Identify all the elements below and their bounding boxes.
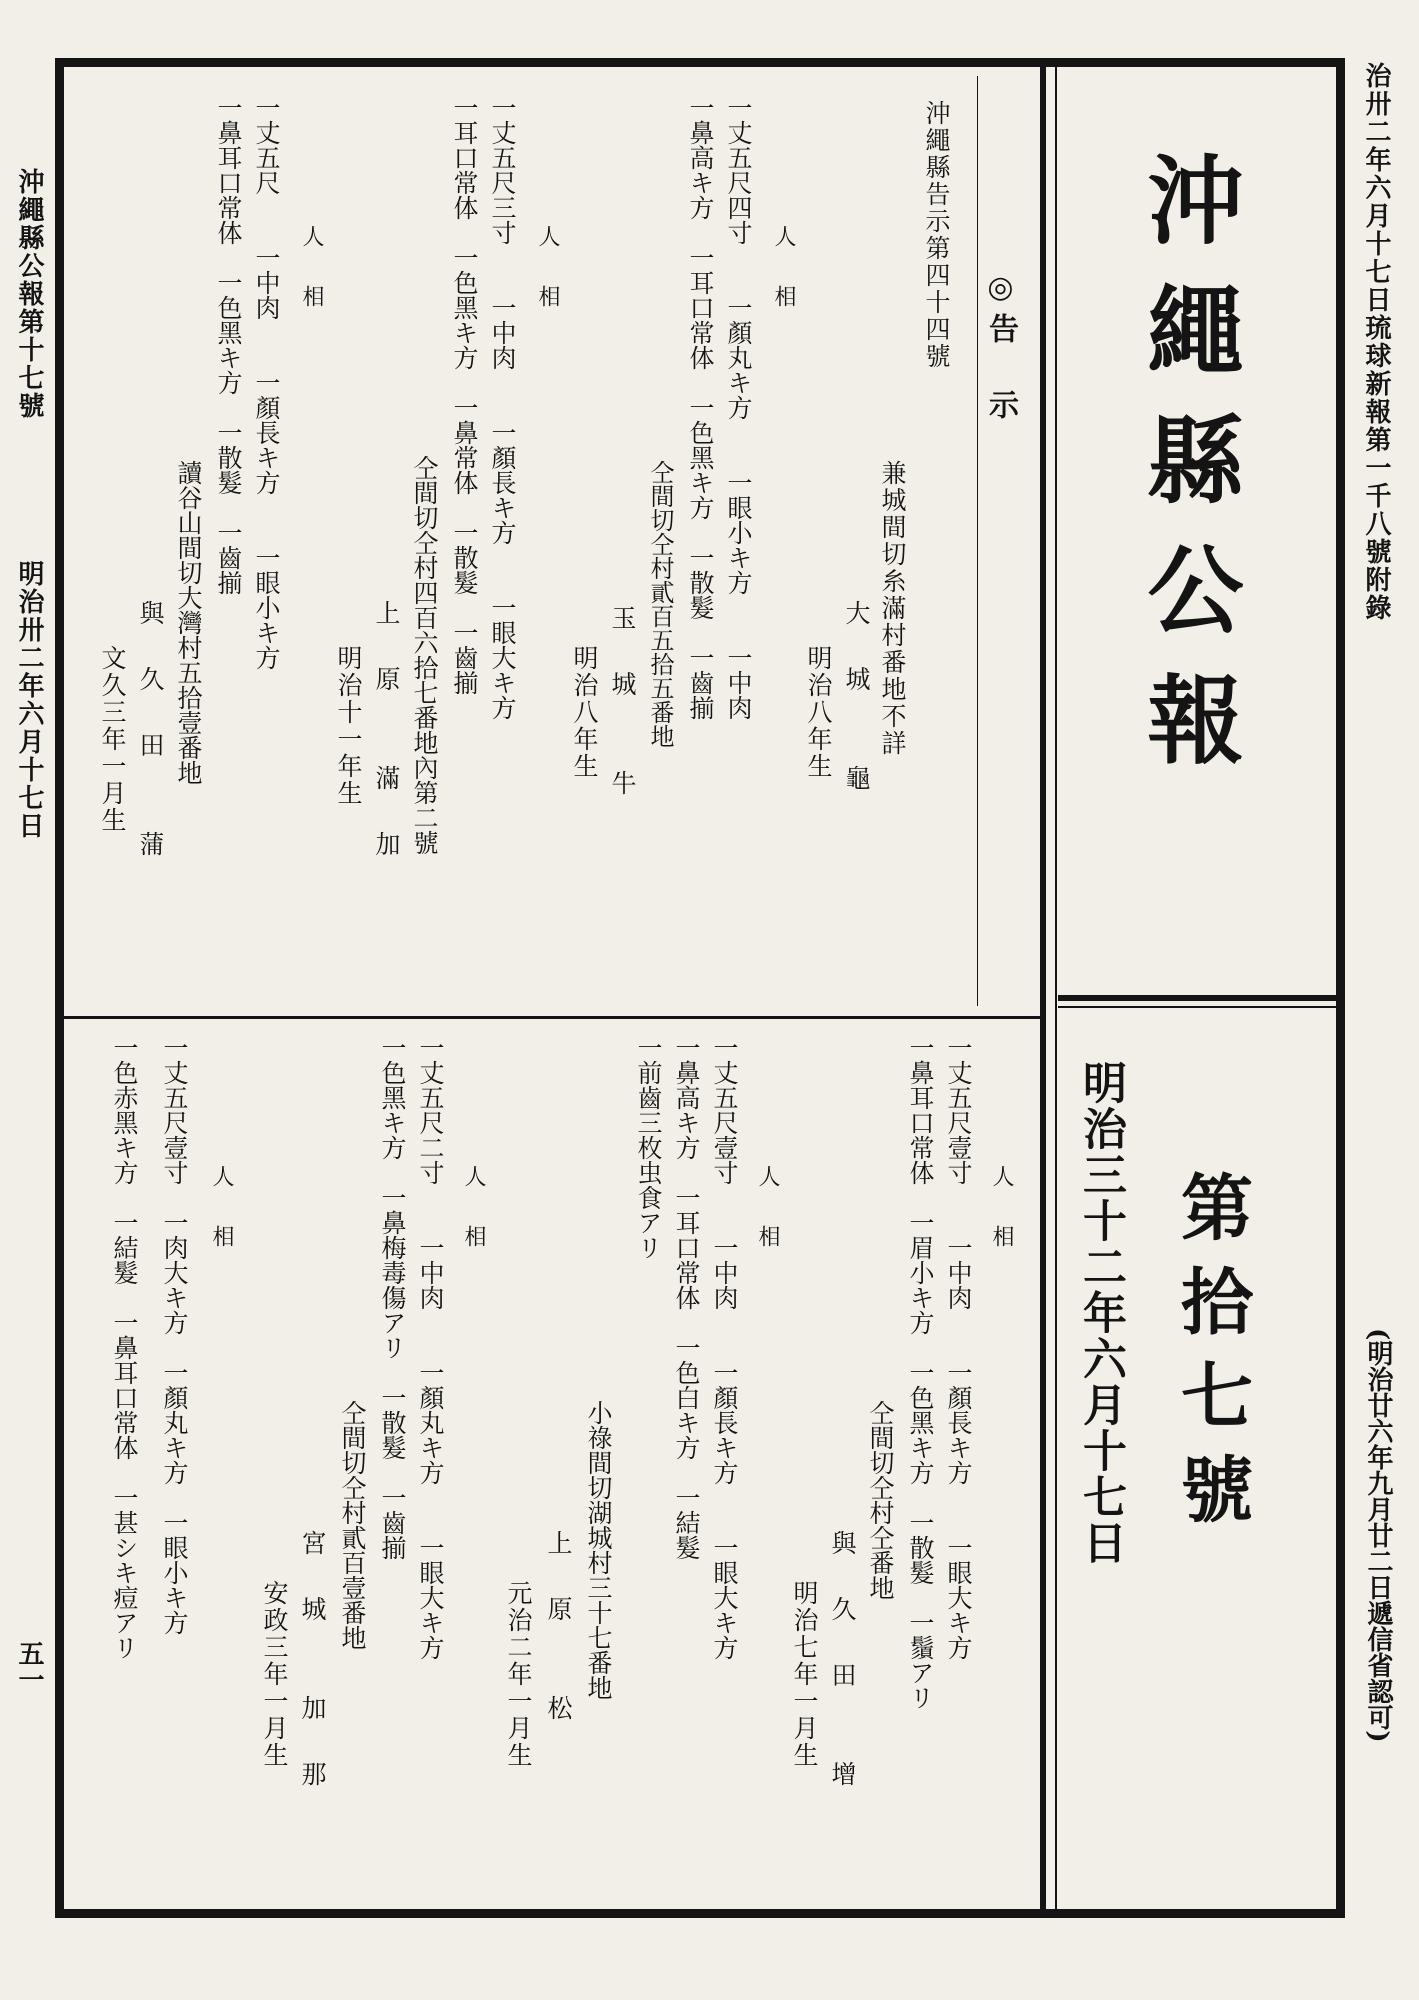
entry1-name: 大 城 龜: [842, 600, 871, 798]
entry2-name: 玉 城 牛: [608, 605, 637, 803]
entry4-traits-a: 一丈五尺 一中肉 一顏長キ方 一眼小キ方: [252, 95, 281, 670]
lower3-address: 仝間切仝村貳百壹番地: [338, 1400, 367, 1650]
entry4-birth: 文久三年一月生: [98, 645, 127, 834]
masthead-divider: [1040, 58, 1046, 1918]
issue-number: 第拾七號: [1169, 1170, 1254, 1546]
lower3-traits-b: 一色黑キ方 一鼻梅毒傷アリ 一散髮 一齒揃: [378, 1035, 407, 1560]
running-date: 明治卅二年六月十七日: [14, 560, 44, 840]
entry3-traits-a: 一丈五尺三寸 一中肉 一顏長キ方 一眼大キ方: [488, 95, 517, 720]
lower1-birth: 明治七年一月生: [790, 1580, 819, 1769]
entry1-traits-b: 一鼻高キ方 一耳口常体 一色黑キ方 一散髮 一齒揃: [686, 95, 715, 720]
notice-header: ◎告 示: [983, 270, 1018, 427]
postal-approval: (明治廿六年九月廿二日遞信省認可): [1363, 1328, 1393, 1743]
entry2-address: 仝間切仝村貳百五拾五番地: [646, 460, 674, 748]
lower3-ninso: 人 相: [461, 1165, 486, 1255]
entry4-name: 與 久 田 蒲: [136, 600, 165, 864]
entry3-name: 上 原 滿 加: [372, 600, 401, 864]
notice-number: 沖繩縣告示第四十四號: [922, 100, 951, 370]
entry1-birth: 明治八年生: [804, 645, 833, 780]
lower4-traits-b: 一色赤黑キ方 一結髮 一鼻耳口常体 一甚シキ痘アリ: [110, 1035, 139, 1660]
masthead-separator: [1058, 995, 1338, 1001]
lower1-ninso: 人 相: [989, 1165, 1014, 1255]
section-divider: [64, 1016, 1040, 1019]
lower2-name: 上 原 松: [544, 1530, 573, 1728]
lower3-birth: 安政三年一月生: [260, 1580, 289, 1769]
lower2-ninso: 人 相: [755, 1165, 780, 1255]
lower2-address: 小祿間切湖城村三十七番地: [584, 1400, 613, 1700]
lower1-traits-b: 一鼻耳口常体 一眉小キ方 一色黑キ方 一散髮 一鬚アリ: [906, 1035, 935, 1710]
entry3-address: 仝間切仝村四百六拾七番地內第二號: [410, 455, 439, 855]
lower3-name: 宮 城 加 那: [298, 1530, 327, 1794]
issue-date: 明治三十二年六月十七日: [1075, 1060, 1126, 1566]
lower1-name: 與 久 田 增: [828, 1530, 857, 1794]
notice-rule: [977, 76, 978, 1006]
entry3-traits-b: 一耳口常体 一色黑キ方 一鼻常体 一散髮 一齒揃: [450, 95, 479, 695]
lower4-ninso: 人 相: [209, 1165, 234, 1255]
page-number: 五一: [14, 1640, 44, 1692]
running-title: 沖繩縣公報第十七號: [14, 168, 44, 420]
lower2-traits-b: 一鼻高キ方 一耳口常体 一色白キ方 一結髮: [672, 1035, 701, 1560]
lower3-traits-a: 一丈五尺二寸 一中肉 一顏丸キ方 一眼大キ方: [416, 1035, 445, 1660]
entry1-ninso: 人 相: [771, 225, 796, 315]
lower2-traits-c: 一前齒三枚虫食アリ: [634, 1035, 663, 1260]
entry3-birth: 明治十一年生: [334, 645, 363, 807]
lower2-birth: 元治二年一月生: [504, 1580, 533, 1769]
entry4-traits-b: 一鼻耳口常体 一色黑キ方 一散髮 一齒揃: [214, 95, 243, 595]
entry4-address: 讀谷山間切大灣村五拾壹番地: [174, 460, 203, 785]
lower1-address: 仝間切仝村仝番地: [866, 1400, 895, 1600]
masthead-separator-thin: [1058, 1006, 1338, 1008]
supplement-note: 治卅二年六月十七日琉球新報第一千八號附錄: [1361, 62, 1391, 622]
entry3-ninso: 人 相: [535, 225, 560, 315]
masthead-title: 沖繩縣公報: [1132, 150, 1245, 800]
lower1-traits-a: 一丈五尺壹寸 一中肉 一顏長キ方 一眼大キ方: [944, 1035, 973, 1660]
entry1-address: 兼城間切糸滿村番地不詳: [878, 460, 907, 757]
entry2-birth: 明治八年生: [570, 645, 599, 780]
entry1-traits-a: 一丈五尺四寸 一顏丸キ方 一眼小キ方 一中肉: [724, 95, 753, 720]
lower2-traits-a: 一丈五尺壹寸 一中肉 一顏長キ方 一眼大キ方: [710, 1035, 739, 1660]
lower4-traits-a: 一丈五尺壹寸 一肉大キ方 一顏丸キ方 一眼小キ方: [160, 1035, 189, 1635]
masthead-divider-thin: [1055, 58, 1057, 1918]
entry4-ninso: 人 相: [299, 225, 324, 315]
